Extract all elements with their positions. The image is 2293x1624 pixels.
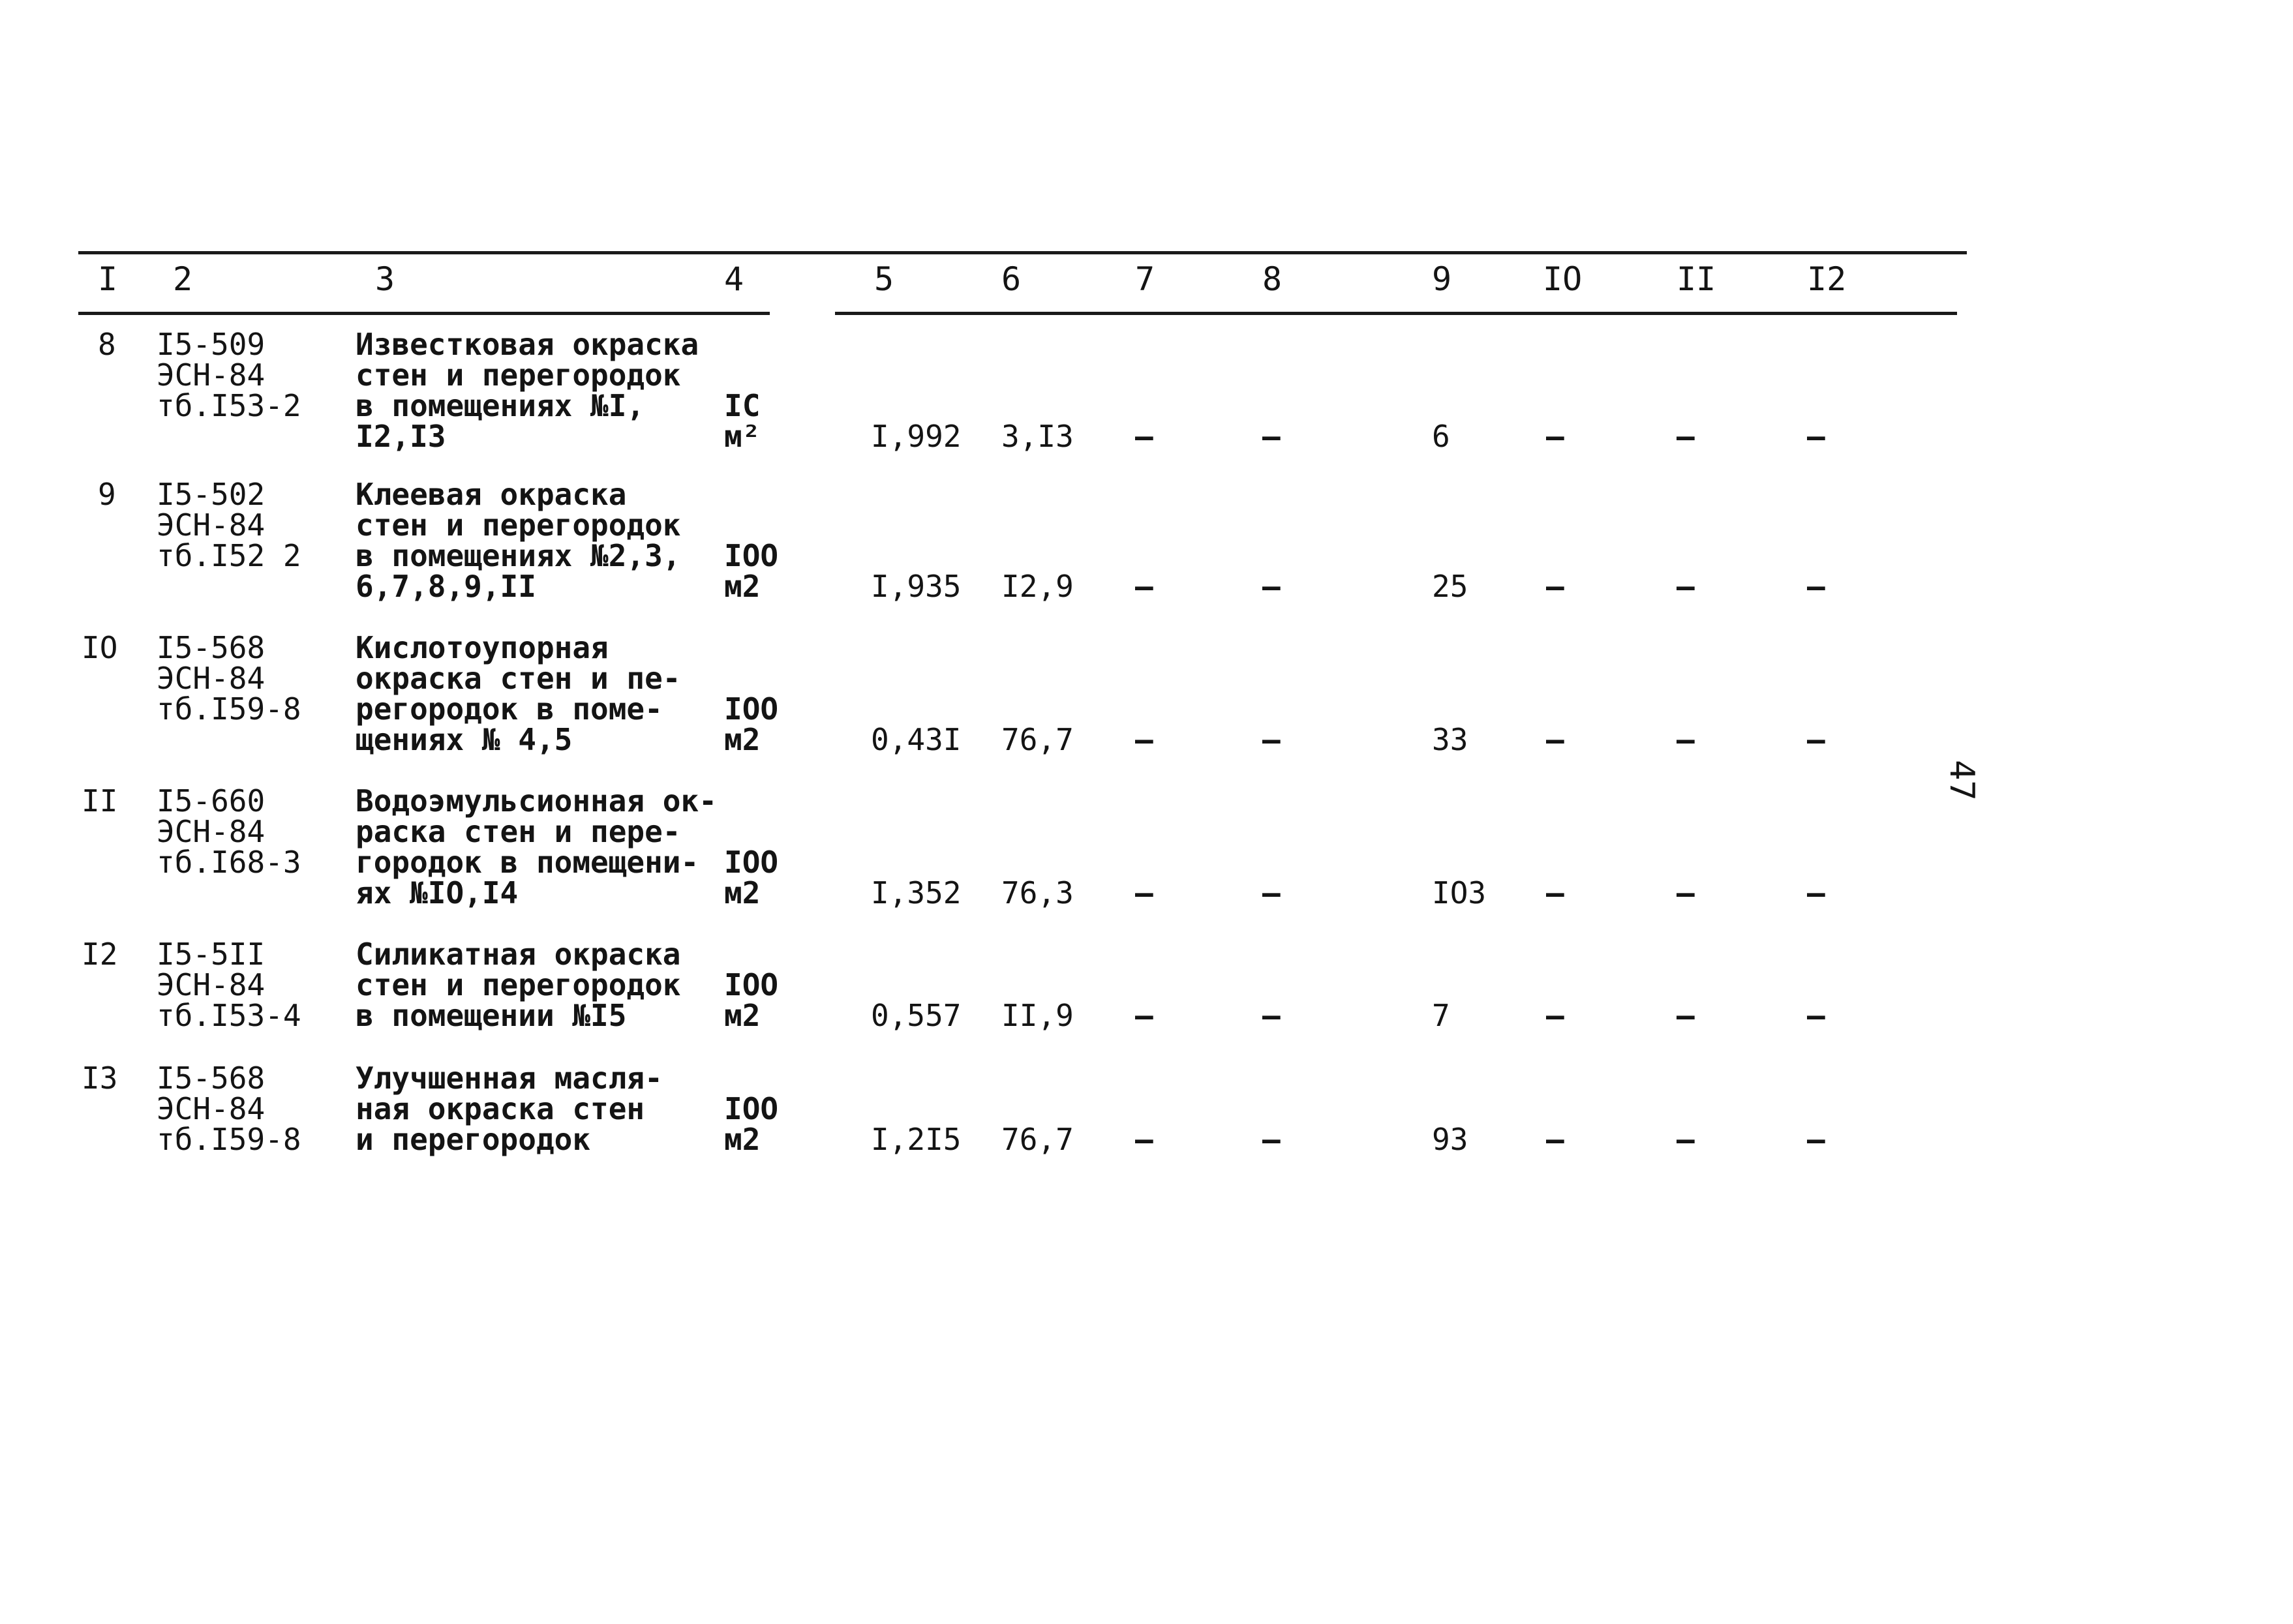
row-c10: –: [1546, 875, 1564, 910]
row-code: I5-660 ЭСН-84 тб.I68-3: [157, 783, 301, 880]
row-unit: IОО м2: [724, 538, 779, 604]
row-c11: –: [1677, 998, 1695, 1033]
row-c5: I,992: [871, 419, 962, 454]
row-c6: 3,I3: [1001, 419, 1074, 454]
row-c7: –: [1135, 875, 1153, 910]
row-code: I5-502 ЭСН-84 тб.I52 2: [157, 477, 301, 573]
row-c11: –: [1677, 875, 1695, 910]
row-c11: –: [1677, 1122, 1695, 1157]
row-description: Силикатная окраска стен и перегородок в помещении №I5: [356, 937, 681, 1033]
header-bottom-rule-left: [78, 312, 770, 315]
row-c10: –: [1546, 419, 1564, 454]
row-c7: –: [1135, 1122, 1153, 1157]
row-code: I5-568 ЭСН-84 тб.I59-8: [157, 1060, 301, 1157]
header-top-rule: [78, 251, 1967, 254]
row-c8: –: [1262, 419, 1281, 454]
header-col-5: 5: [874, 260, 894, 298]
row-c12: –: [1807, 569, 1825, 604]
row-description: Кислотоупорная окраска стен и пе- регородок в поме- щениях № 4,5: [356, 630, 681, 757]
row-unit: IОО м2: [724, 1091, 779, 1157]
row-c7: –: [1135, 722, 1153, 757]
row-c5: 0,43I: [871, 722, 962, 757]
row-c5: I,935: [871, 569, 962, 604]
row-unit: IОО м2: [724, 691, 779, 757]
row-number: IO: [82, 630, 118, 665]
row-description: Известковая окраска стен и перегородок в помещениях №I, I2,I3: [356, 327, 699, 454]
row-c10: –: [1546, 998, 1564, 1033]
row-c10: –: [1546, 569, 1564, 604]
header-col-2: 2: [173, 260, 193, 298]
header-col-3: 3: [375, 260, 395, 298]
row-c10: –: [1546, 1122, 1564, 1157]
row-c12: –: [1807, 875, 1825, 910]
row-code: I5-5II ЭСН-84 тб.I53-4: [157, 937, 301, 1033]
row-c8: –: [1262, 569, 1281, 604]
row-c6: 76,7: [1001, 722, 1074, 757]
row-description: Водоэмульсионная ок- раска стен и пере- городок в помещени- ях №IO,I4: [356, 783, 717, 910]
row-c9: 25: [1432, 569, 1468, 604]
row-c5: 0,557: [871, 998, 962, 1033]
row-number: 9: [98, 477, 116, 512]
page-number: 47: [1942, 760, 1981, 801]
row-c8: –: [1262, 875, 1281, 910]
row-c12: –: [1807, 722, 1825, 757]
row-c9: 7: [1432, 998, 1450, 1033]
row-number: I3: [82, 1060, 118, 1096]
row-number: I2: [82, 937, 118, 972]
header-col-10: IO: [1543, 260, 1583, 298]
row-c11: –: [1677, 722, 1695, 757]
row-c6: 76,7: [1001, 1122, 1074, 1157]
row-c6: II,9: [1001, 998, 1074, 1033]
header-col-12: I2: [1807, 260, 1847, 298]
row-c5: I,2I5: [871, 1122, 962, 1157]
row-c9: 33: [1432, 722, 1468, 757]
row-c7: –: [1135, 569, 1153, 604]
row-c10: –: [1546, 722, 1564, 757]
header-col-7: 7: [1135, 260, 1155, 298]
row-code: I5-509 ЭСН-84 тб.I53-2: [157, 327, 301, 423]
row-c8: –: [1262, 722, 1281, 757]
row-unit: IС м²: [724, 388, 761, 454]
row-c12: –: [1807, 998, 1825, 1033]
row-c9: IO3: [1432, 875, 1487, 910]
row-c11: –: [1677, 419, 1695, 454]
row-number: II: [82, 783, 118, 819]
row-unit: IОО м2: [724, 845, 779, 910]
row-code: I5-568 ЭСН-84 тб.I59-8: [157, 630, 301, 727]
row-c7: –: [1135, 998, 1153, 1033]
header-col-8: 8: [1262, 260, 1283, 298]
row-c9: 93: [1432, 1122, 1468, 1157]
row-c6: I2,9: [1001, 569, 1074, 604]
row-c5: I,352: [871, 875, 962, 910]
row-c7: –: [1135, 419, 1153, 454]
header-col-9: 9: [1432, 260, 1452, 298]
row-c6: 76,3: [1001, 875, 1074, 910]
header-col-6: 6: [1001, 260, 1022, 298]
row-c12: –: [1807, 1122, 1825, 1157]
row-c9: 6: [1432, 419, 1450, 454]
row-c8: –: [1262, 998, 1281, 1033]
row-description: Улучшенная масля- ная окраска стен и перегородок: [356, 1060, 663, 1157]
row-c11: –: [1677, 569, 1695, 604]
header-col-1: I: [98, 260, 118, 298]
header-col-4: 4: [724, 260, 744, 298]
row-c12: –: [1807, 419, 1825, 454]
row-description: Клеевая окраска стен и перегородок в помещениях №2,3, 6,7,8,9,II: [356, 477, 681, 604]
row-c8: –: [1262, 1122, 1281, 1157]
header-col-11: II: [1677, 260, 1716, 298]
header-bottom-rule-right: [835, 312, 1957, 315]
row-unit: IОО м2: [724, 967, 779, 1033]
row-number: 8: [98, 327, 116, 362]
